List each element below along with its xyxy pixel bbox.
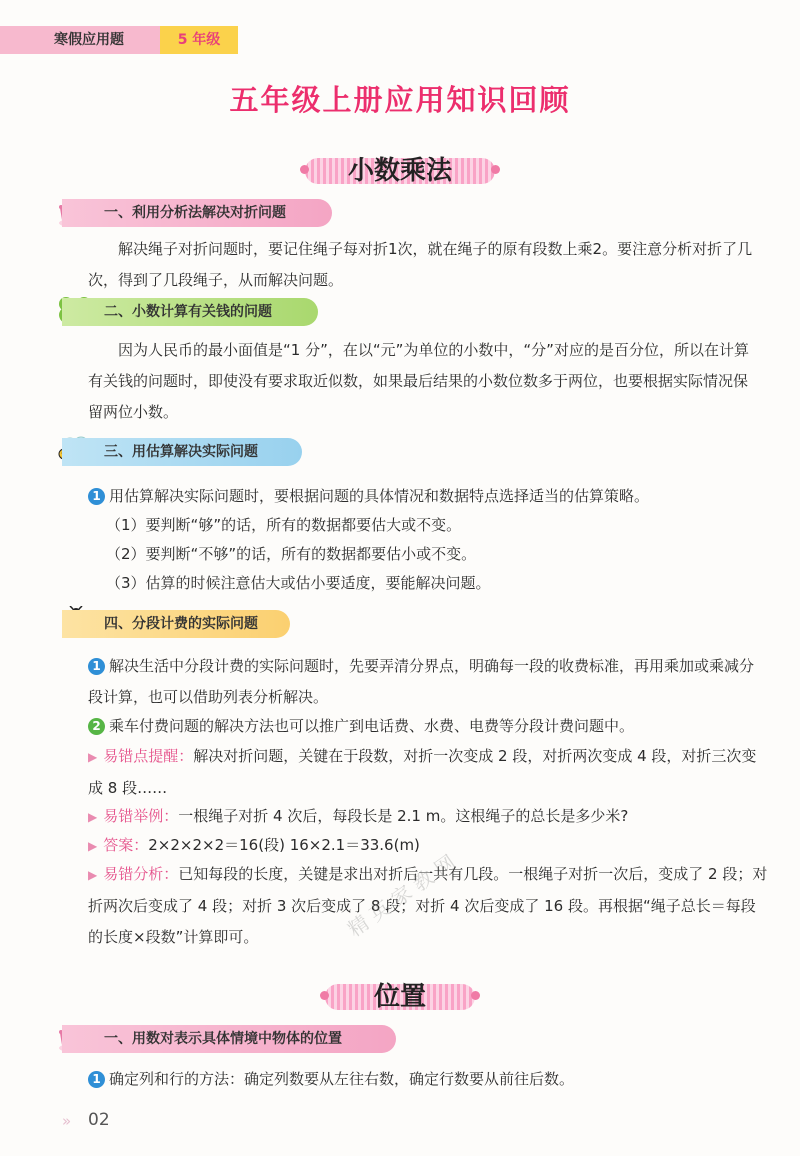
tiered-point-2: 2 乘车付费问题的解决方法也可以推广到电话费、水费、电费等分段计费问题中。 [88,711,768,742]
header-grade: 5 年级 [160,26,238,54]
topic-title-folding: 一、利用分析法解决对折问题 [62,199,332,227]
watermark: 精 英 家 教 网 [343,849,460,942]
position-point-1: 1 确定列和行的方法：确定列数要从左往右数，确定行数要从前往后数。 [88,1064,768,1095]
chevron-icon: » [62,1112,72,1130]
error-analysis: ▶ 易错分析：已知每段的长度，关键是求出对折后一共有几段。一根绳子对折一次后，变成了 2 段；对折两次后变成了 4 段；对折 3 次后变成了 8 段；对折 4 次后变成了 16 段。再根据“绳子总长＝每段的长度×段数”计算即可。 [88,865,768,946]
header-bar [0,26,238,54]
error-example: ▶ 易错举例：一根绳子对折 4 次后，每段长是 2.1 m。这根绳子的总长是多少米? [88,807,629,825]
page-number: 02 [88,1110,110,1130]
tiered-point-1: 1 解决生活中分段计费的实际问题时，先要弄清分界点，明确每一段的收费标准，再用乘加或乘减分段计算，也可以借助列表分析解决。 [88,657,755,706]
section-banner-decimal-multiplication [0,146,800,196]
header-series: 寒假应用题 [0,26,160,54]
estimation-point-1: 1 用估算解决实际问题时，要根据问题的具体情况和数据特点选择适当的估算策略。 [88,481,768,512]
topic-body-folding: 解决绳子对折问题时，要记住绳子每对折1次，就在绳子的原有段数上乘2。要注意分析对折了几次，得到了几段绳子，从而解决问题。 [88,240,753,289]
number-badge: 2 [88,718,105,735]
estimation-sub-3: （3）估算的时候注意估大或估小要适度，要能解决问题。 [106,574,491,592]
topic-title-tiered-pricing: 四、分段计费的实际问题 [62,610,290,638]
estimation-sub-1: （1）要判断“够”的话，所有的数据都要估大或不变。 [106,516,462,534]
topic-title-position: 一、用数对表示具体情境中物体的位置 [62,1025,396,1053]
section-title: 小数乘法 [347,156,452,186]
triangle-bullet-icon: ▶ [88,750,98,764]
estimation-sub-2: （2）要判断“不够”的话，所有的数据都要估小或不变。 [106,545,477,563]
tip-note: ▶ 易错点提醒：解决对折问题，关键在于段数，对折一次变成 2 段，对折两次变成 4 段，对折三次变成 8 段…… [88,747,757,797]
topic-title-estimation: 三、用估算解决实际问题 [62,438,302,466]
triangle-bullet-icon: ▶ [88,868,98,882]
answer-line: ▶ 答案：2×2×2×2＝16(段) 16×2.1＝33.6(m) [88,836,420,854]
number-badge: 1 [88,488,105,505]
number-badge: 1 [88,1071,105,1088]
topic-title-money: 二、小数计算有关钱的问题 [62,298,318,326]
section-title: 位置 [373,982,426,1012]
topic-body-money: 因为人民币的最小面值是“1 分”，在以“元”为单位的小数中，“分”对应的是百分位，所以在计算有关钱的问题时，即使没有要求取近似数，如果最后结果的小数位数多于两位，也要根据实际情况保留两位小数。 [88,341,749,421]
section-banner-position [0,972,800,1022]
triangle-bullet-icon: ▶ [88,839,98,853]
triangle-bullet-icon: ▶ [88,810,98,824]
number-badge: 1 [88,658,105,675]
page-title: 五年级上册应用知识回顾 [229,83,571,117]
